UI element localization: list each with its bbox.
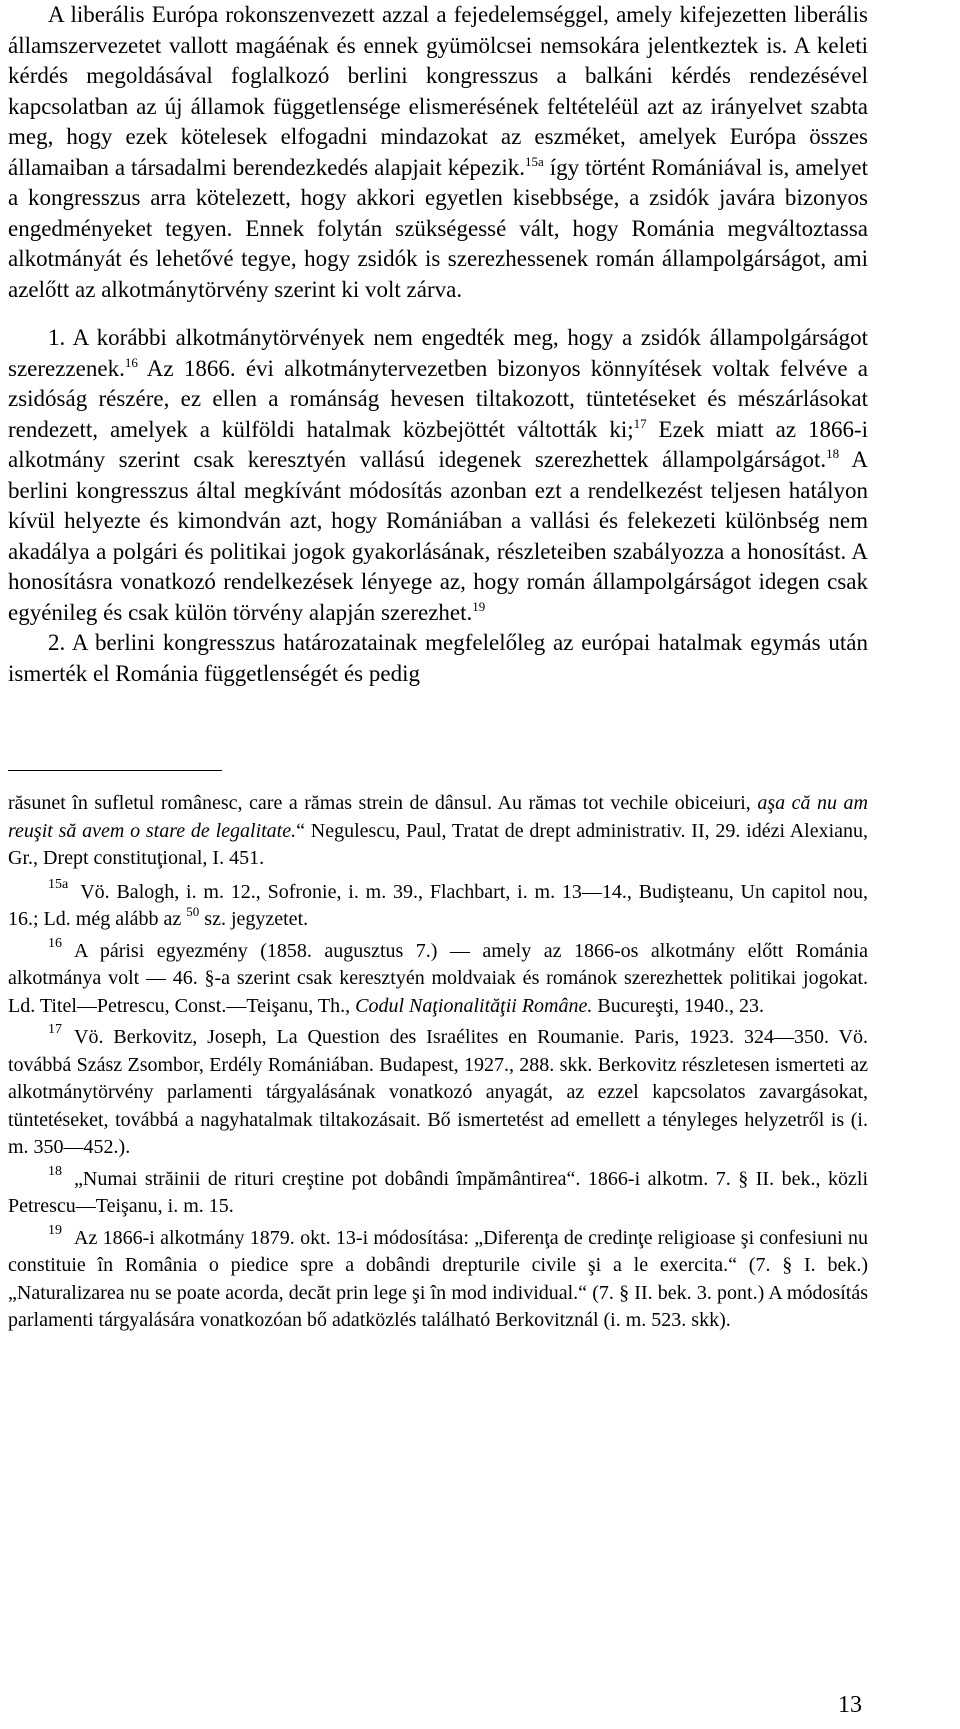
footnote-ref-17: 17 (633, 415, 647, 431)
paragraph-1 (8, 0, 868, 305)
main-text (8, 0, 868, 689)
footnote-continuation: răsunet în sufletul românesc, care a rămas strein de dânsul. Au rămas tot vechile obiceiuri, aşa că nu am reuşit să avem o stare de legalitate.“ Negulescu, Paul, Tratat de drept administrativ. II, 29. idézi Alexianu, Gr., Drept constituţional, I. 451. (8, 792, 868, 869)
footnote-ref-16: 16 (124, 354, 138, 370)
footnote-ref-18: 18 (826, 446, 840, 461)
paragraph-3 (8, 628, 868, 689)
paragraph-2-text-a: 1. A korábbi alkotmánytörvények nem engedték meg, hogy a zsidók állampolgárságot szerezzenek. (8, 325, 868, 381)
paragraph-3-text: 2. A berlini kongresszus határozatainak megfelelőleg az európai hatalmak egymás után ismerték el Románia függetlenségét és pedig (8, 630, 868, 686)
footnote-16: $^{16}$ A párisi egyezmény (1858. augusztus 7.) — amely az 1866-os alkotmány előtt Románia alkotmánya volt — 46. §-a szerint csak keresztyén moldvaiak és románok szerezhettek politikai jogokat. Ld. Titel—Petrescu, Const.—Teişanu, Th., Codul Naţionalităţii Române. Bucureşti, 1940., 23. (8, 935, 868, 1017)
footnote-ref-19: 19 (472, 598, 486, 614)
footnote-15a: $^{15a}$ Vö. Balogh, i. m. 12., Sofronie, i. m. 39., Flachbart, i. m. 13—14., Budişteanu, Un capitol nou, 16.; Ld. még alább az $^{50}$ sz. jegyzetet. (8, 876, 868, 930)
footnote-17: $^{17}$ Vö. Berkovitz, Joseph, La Question des Israélites en Roumanie. Paris, 1923. 324—350. Vö. továbbá Szász Zsombor, Erdély Romániában. Budapest, 1927., 288. skk. Berkovitz részletesen ismerteti az alkotmánytörvény parlamenti tárgyalásának vonatkozó anyagát, az ezzel kapcsolatos zavargásokat, tüntetéseket, továbbá a nagyhatalmak tiltakozásait. Bő ismertetést ad emellett a tényleges helyzetről is (i. m. 350—452.). (8, 1022, 868, 1158)
paragraph-2-text-b: Az 1866. évi alkotmánytervezetben bizonyos könnyítések voltak felvéve a zsidóság részére, ez ellen a románság hevesen tiltakozott, tüntetéseket és mészárlásokat rendezett, amelyek a külföldi hatalmak közbejöttét váltották ki; (8, 355, 868, 442)
footnote-19: $^{19}$ Az 1866-i alkotmány 1879. okt. 13-i módosítása: „Diferenţa de credinţe religioase şi confesiuni nu constituie în România o piedice spre a dobândi drepturile civile şi a le exercita.“ (7. § I. bek.) „Naturalizarea nu se poate acorda, decăt prin lege şi în mod individual.“ (7. § II. bek. 3. pont.) A módosítás parlamenti tárgyalására vonatkozóan bő adatközlés található Berkovitznál (i. m. 523. skk). (8, 1222, 868, 1331)
page-number: 13 (838, 1692, 862, 1718)
footnote-separator (8, 770, 222, 771)
paragraph-1-text: A liberális Európa rokonszenvezett azzal a fejedelemséggel, amely kifejezetten liberális államszervezetet vallott magáénak és ennek gyümölcsei nemsokára jelentkeztek is. A keleti kérdés megoldásával foglalkozó berlini kongresszus a balkáni kérdés rendezésével kapcsolatban az új államok függetlensége elismerésének feltételéül azt az irányelvet szabta meg, hogy ezek kötelesek elfogadni mindazokat az eszméket, amelyek Európa összes államaiban a társadalmi berendezkedés alapjait képezik. (8, 2, 868, 180)
footnote-ref-15a: 15a (525, 153, 544, 169)
paragraph-1-continued: így történt Romániával is, amelyet a kongresszus arra kötelezett, hogy akkori egyetlen kisebbsége, a zsidók javára bizonyos engedményeket tegyen. Ennek folytán szükségessé vált, hogy Románia megváltoztassa alkotmányát és lehetővé tegye, hogy zsidók is szerezhessenek román állampolgárságot, ami azelőtt az alkotmánytörvény szerint ki volt zárva. (8, 154, 869, 302)
paragraph-2-text-c: Ezek miatt az 1866-i alkotmány szerint csak keresztyén vallású idegenek szerezhettek állampolgárságot. (8, 416, 868, 472)
footnotes (8, 790, 868, 1335)
paragraph-2-text-d: A berlini kongresszus által megkívánt módosítás azonban ezt a rendelkezést teljesen hatályon kívül helyezte és kimondván azt, hogy Romániában a vallási és felekezeti különbség nem akadálya a polgári és politikai jogok gyakorlásának, részleteiben szabályozza a honosítást. A honosításra vonatkozó rendelkezések lényege az, hogy román állampolgárságot idegen csak egyénileg és csak külön törvény alapján szerezhet. (8, 447, 869, 625)
paragraph-2 (8, 323, 868, 628)
footnote-18: $^{18}$ „Numai străinii de rituri creştine pot dobândi împământirea“. 1866-i alkotm. 7. § II. bek., közli Petrescu—Teişanu, i. m. 15. (8, 1163, 868, 1217)
